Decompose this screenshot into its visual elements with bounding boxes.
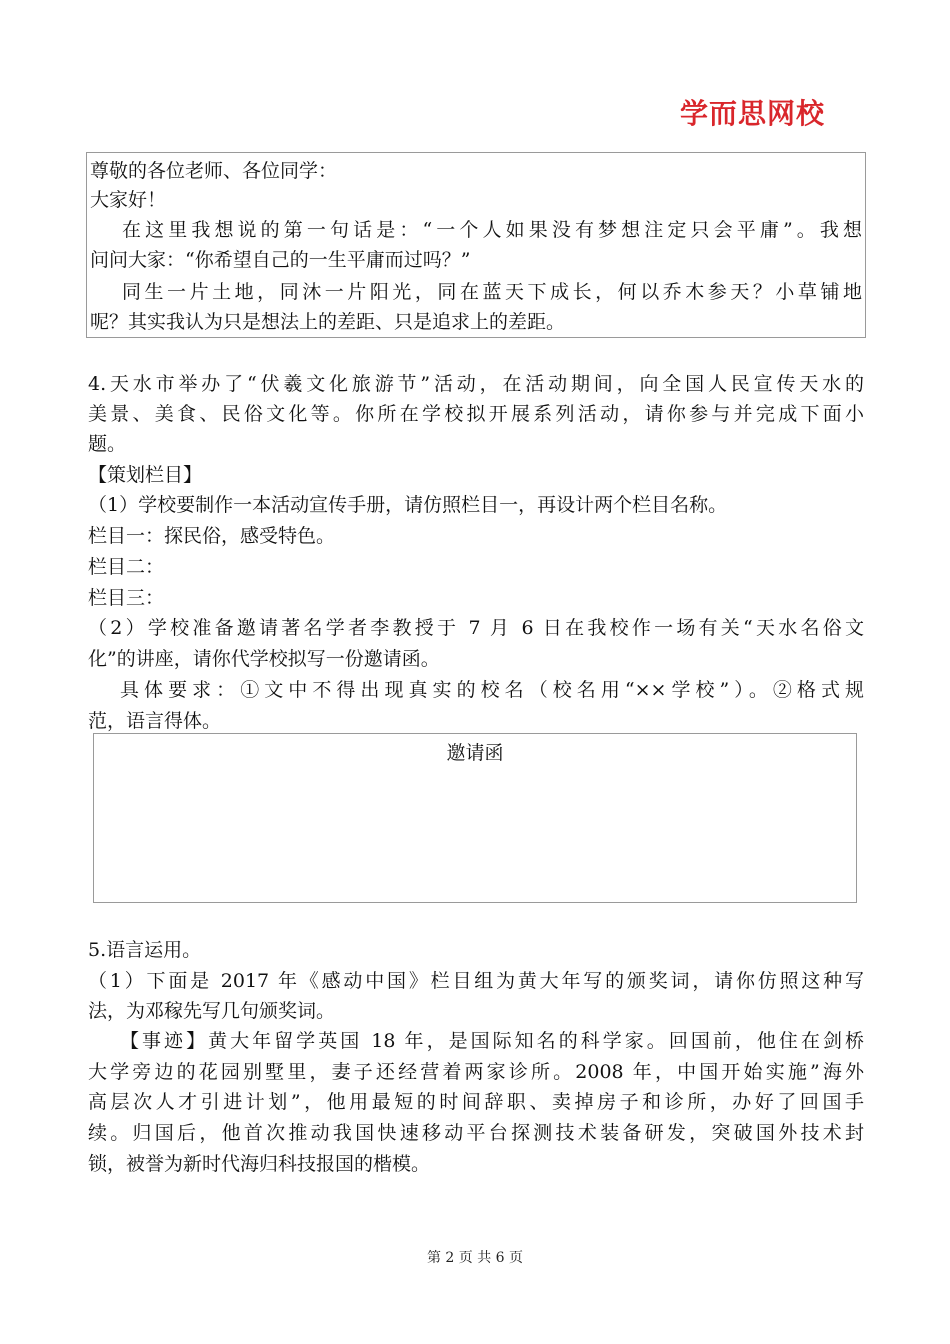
speech-line-5: 同生一片土地，同沐一片阳光，同在蓝天下成长，何以乔木参天？小草铺地 bbox=[122, 281, 862, 303]
speech-line-3: 在这里我想说的第一句话是：“一个人如果没有梦想注定只会平庸”。我想 bbox=[122, 219, 862, 241]
q5-story-line-2: 大学旁边的花园别墅里，妻子还经营着两家诊所。2008 年，中国开始实施”海外 bbox=[88, 1061, 864, 1083]
q4-column1: 栏目一：探民俗，感受特色。 bbox=[88, 525, 336, 547]
q4-requirements-line-2: 范，语言得体。 bbox=[88, 710, 222, 732]
q5-part1-line-2: 法，为邓稼先写几句颁奖词。 bbox=[88, 1000, 336, 1022]
q4-part2-line-2: 化”的讲座，请你代学校拟写一份邀请函。 bbox=[88, 648, 440, 670]
q5-story-line-4: 续。归国后，他首次推动我国快速移动平台探测技术装备研发，突破国外技术封 bbox=[88, 1122, 864, 1144]
q4-intro-line-1: 4.天水市举办了“伏羲文化旅游节”活动，在活动期间，向全国人民宣传天水的 bbox=[88, 373, 864, 395]
q4-part2-line-1: （2）学校准备邀请著名学者李教授于 7 月 6 日在我校作一场有关“天水名俗文 bbox=[88, 617, 864, 639]
speech-line-2: 大家好！ bbox=[90, 189, 167, 211]
q5-story-line-5: 锁，被誉为新时代海归科技报国的楷模。 bbox=[88, 1153, 431, 1175]
logo: 学而思网校 bbox=[680, 97, 826, 130]
speech-line-6: 呢？其实我认为只是想法上的差距、只是追求上的差距。 bbox=[90, 311, 566, 333]
q4-intro-line-3: 题。 bbox=[88, 433, 127, 455]
q4-section-title: 【策划栏目】 bbox=[88, 464, 203, 486]
page-footer: 第 2 页 共 6 页 bbox=[426, 1250, 524, 1266]
q5-story-line-1: 【事迹】黄大年留学英国 18 年，是国际知名的科学家。回国前，他住在剑桥 bbox=[120, 1030, 864, 1052]
speech-line-1: 尊敬的各位老师、各位同学： bbox=[90, 160, 338, 182]
q4-intro-line-2: 美景、美食、民俗文化等。你所在学校拟开展系列活动，请你参与并完成下面小 bbox=[88, 403, 864, 425]
q4-part1: （1）学校要制作一本活动宣传手册，请仿照栏目一，再设计两个栏目名称。 bbox=[88, 494, 728, 516]
q5-story-line-3: 高层次人才引进计划”，他用最短的时间辞职、卖掉房子和诊所，办好了回国手 bbox=[88, 1091, 864, 1113]
q4-column3: 栏目三： bbox=[88, 587, 165, 609]
q5-part1-line-1: （1）下面是 2017 年《感动中国》栏目组为黄大年写的颁奖词，请你仿照这种写 bbox=[88, 970, 864, 992]
speech-line-4: 问问大家：“你希望自己的一生平庸而过吗？” bbox=[90, 249, 471, 271]
q5-title: 5.语言运用。 bbox=[88, 939, 202, 961]
invitation-title: 邀请函 bbox=[446, 742, 504, 764]
q4-column2: 栏目二： bbox=[88, 556, 165, 578]
q4-requirements-line-1: 具体要求：①文中不得出现真实的校名（校名用“××学校”）。②格式规 bbox=[120, 679, 864, 701]
